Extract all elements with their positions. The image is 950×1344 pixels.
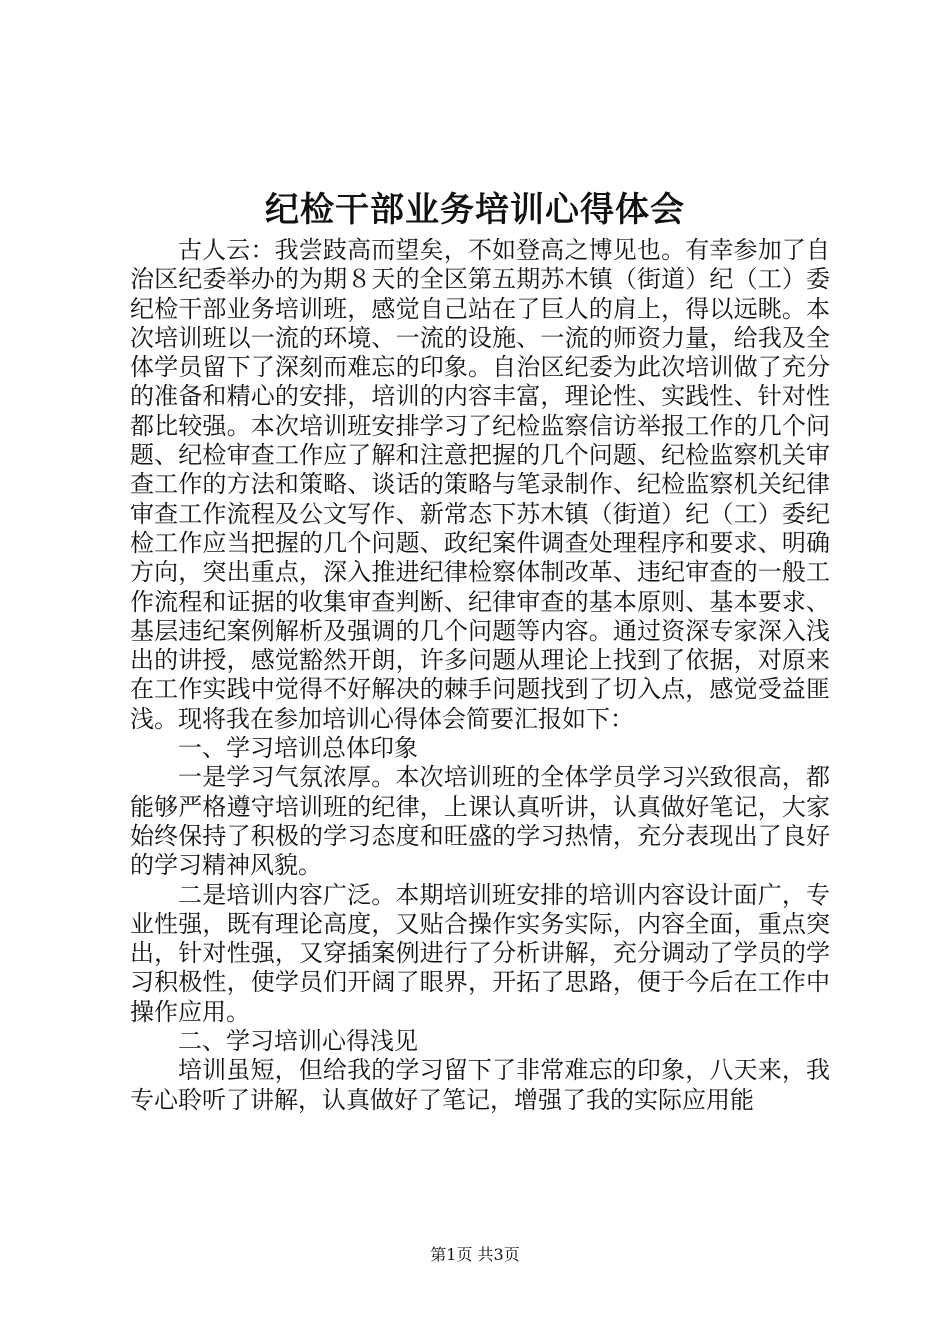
body-paragraph: 一是学习气氛浓厚。本次培训班的全体学员学习兴致很高，都能够严格遵守培训班的纪律，上课认真听讲，认真做好笔记，大家始终保持了积极的学习态度和旺盛的学习热情，充分表现出了良好的学习精神风貌。 bbox=[130, 763, 830, 880]
section-heading-1: 一、学习培训总体印象 bbox=[178, 734, 418, 763]
page-number-footer: 第1页 共3页 bbox=[430, 1245, 520, 1264]
section-heading-2: 二、学习培训心得浅见 bbox=[178, 1027, 418, 1056]
body-paragraph: 二是培训内容广泛。本期培训班安排的培训内容设计面广，专业性强，既有理论高度，又贴合操作实务实际，内容全面，重点突出，针对性强，又穿插案例进行了分析讲解，充分调动了学员的学习积极性，使学员们开阔了眼界，开拓了思路，便于今后在工作中操作应用。 bbox=[130, 880, 830, 1026]
body-paragraph: 培训虽短，但给我的学习留下了非常难忘的印象，八天来，我专心聆听了讲解，认真做好了笔记，增强了我的实际应用能 bbox=[130, 1056, 830, 1114]
document-body bbox=[130, 236, 830, 1115]
intro-paragraph: 古人云：我尝跂高而望矣，不如登高之博见也。有幸参加了自治区纪委举办的为期８天的全区第五期苏木镇（街道）纪（工）委纪检干部业务培训班，感觉自己站在了巨人的肩上，得以远眺。本次培训班以一流的环境、一流的设施、一流的师资力量，给我及全体学员留下了深刻而难忘的印象。自治区纪委为此次培训做了充分的准备和精心的安排，培训的内容丰富，理论性、实践性、针对性都比较强。本次培训班安排学习了纪检监察信访举报工作的几个问题、纪检审查工作应了解和注意把握的几个问题、纪检监察机关审查工作的方法和策略、谈话的策略与笔录制作、纪检监察机关纪律审查工作流程及公文写作、新常态下苏木镇（街道）纪（工）委纪检工作应当把握的几个问题、政纪案件调查处理程序和要求、明确方向，突出重点，深入推进纪律检察体制改革、违纪审查的一般工作流程和证据的收集审查判断、纪律审查的基本原则、基本要求、基层违纪案例解析及强调的几个问题等内容。通过资深专家深入浅出的讲授，感觉豁然开朗，许多问题从理论上找到了依据，对原来在工作实践中觉得不好解决的棘手问题找到了切入点，感觉受益匪浅。现将我在参加培训心得体会简要汇报如下： bbox=[130, 236, 830, 733]
document-title: 纪检干部业务培训心得体会 bbox=[265, 190, 685, 230]
